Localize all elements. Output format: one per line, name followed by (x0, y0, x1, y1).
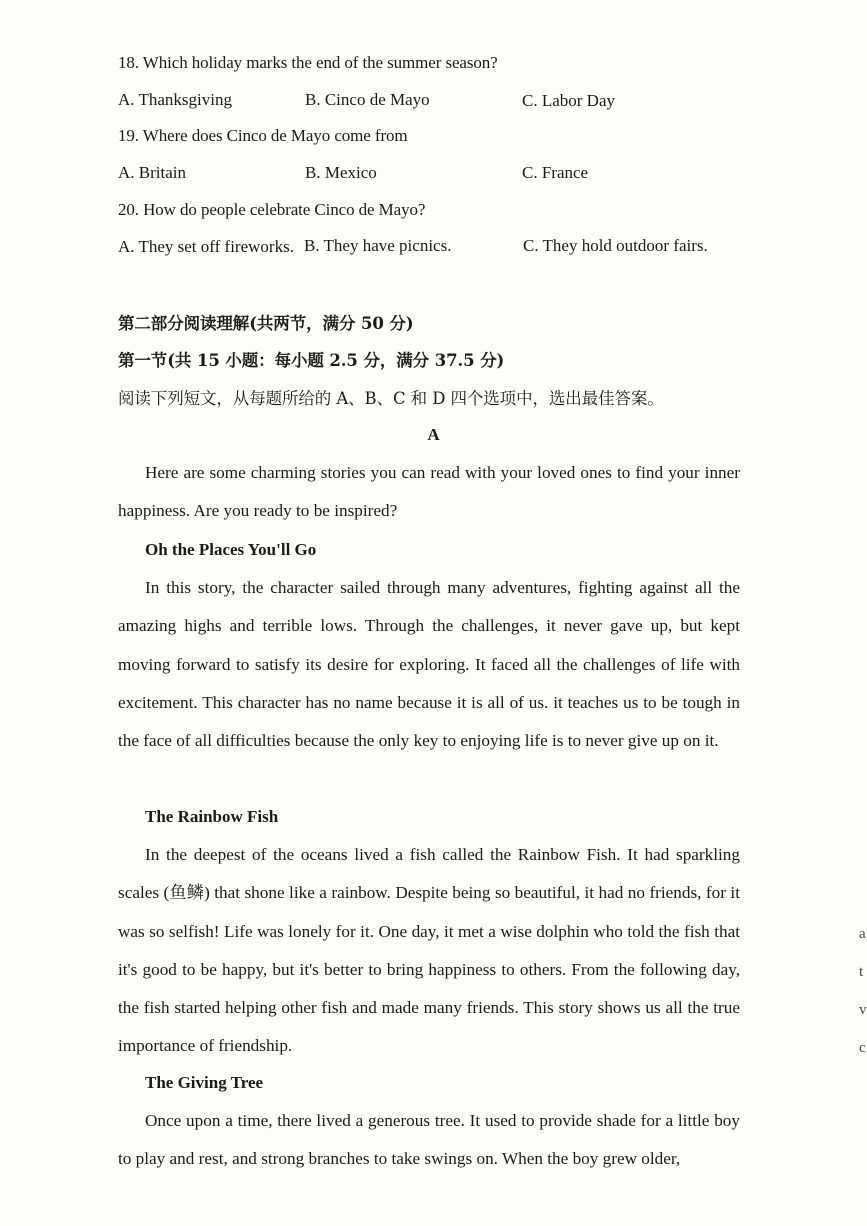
question-20-option-b: B. They have picnics. (304, 236, 452, 255)
margin-char: a (859, 926, 866, 942)
question-19-stem: 19. Where does Cinco de Mayo come from (118, 126, 408, 145)
question-20-option-a: A. They set off fireworks. (118, 237, 294, 256)
question-18-option-a: A. Thanksgiving (118, 90, 232, 109)
question-19-option-a: A. Britain (118, 163, 186, 182)
question-19-option-b: B. Mexico (305, 163, 377, 182)
question-18-option-b: B. Cinco de Mayo (305, 90, 430, 109)
margin-char: v (859, 1002, 867, 1018)
question-18-stem: 18. Which holiday marks the end of the summer season? (118, 53, 498, 72)
part2-title: 第二部分阅读理解(共两节，满分 50 分) (118, 314, 414, 333)
section1-title: 第一节(共 15 小题：每小题 2.5 分，满分 37.5 分) (118, 351, 505, 370)
question-19-option-c: C. France (522, 163, 589, 182)
passage-intro: Here are some charming stories you can read with your loved ones to find your inner happiness. Are you ready to be inspired? (118, 463, 740, 521)
question-20-option-c: C. They hold outdoor fairs. (523, 236, 708, 255)
story-2-title: The Rainbow Fish (145, 807, 279, 826)
margin-char: t (859, 964, 864, 980)
story-1-title: Oh the Places You'll Go (145, 540, 317, 559)
question-20-stem: 20. How do people celebrate Cinco de Mayo? (118, 200, 426, 219)
passage-label: A (427, 425, 440, 444)
story-2-text: In the deepest of the oceans lived a fish called the Rainbow Fish. It had sparkling scales (鱼鳞) that shone like a rainbow. Despite being so beautiful, it had no friends, for it was so selfish! Life was lonely for it. One day, it met a wise dolphin who told the fish that it's good to be happy, but it's better to bring happiness to others. From the following day, the fish started helping other fish and made many friends. This story shows us all the true importance of friendship. (118, 845, 740, 1056)
margin-char: c (859, 1040, 866, 1056)
reading-instruction: 阅读下列短文，从每题所给的 A、B、C 和 D 四个选项中，选出最佳答案。 (118, 389, 664, 408)
story-3-text: Once upon a time, there lived a generous tree. It used to provide shade for a little boy to play and rest, and strong branches to take swings on. When the boy grew older, (118, 1111, 740, 1169)
question-18-option-c: C. Labor Day (522, 91, 616, 110)
story-3-title: The Giving Tree (145, 1073, 264, 1092)
story-1-text: In this story, the character sailed through many adventures, fighting against all the amazing highs and terrible lows. Through the challenges, it never gave up, but kept moving forward to satisfy its desire for exploring. It faced all the challenges of life with excitement. This character has no name because it is all of us. it teaches us to be tough in the face of all difficulties because the only key to enjoying life is to never give up on it. (118, 578, 740, 751)
